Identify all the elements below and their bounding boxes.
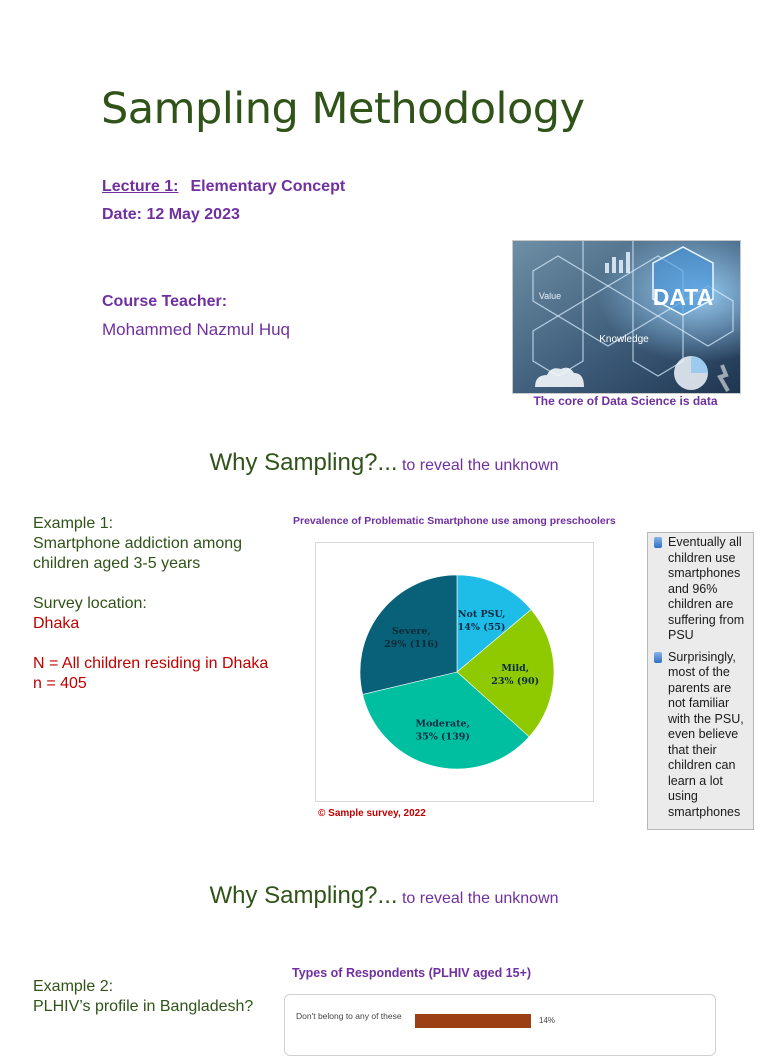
data-science-image [512,240,741,394]
page-title: Sampling Methodology [101,84,585,134]
pie-icon [674,356,708,390]
population-definition: N = All children residing in Dhaka [33,655,269,672]
bar-category-label: Don't belong to any of these [296,1011,402,1021]
section2-heading [0,882,768,910]
pie-label-value: 29% (116) [384,638,439,650]
note-text: Surprisingly, most of the parents are not familiar with the PSU, even believe that their children can learn a lot using smartphones [668,649,744,819]
pie-label-value: 35% (139) [415,731,470,743]
image-word-knowledge: Knowledge [599,334,649,345]
pie-label-name: Not PSU, [457,609,506,621]
section2-heading-sub: to reveal the unknown [401,890,559,907]
example2-desc: PLHIV’s profile in Bangladesh? [33,998,254,1015]
teacher-name: Mohammed Nazmul Huq [102,320,291,339]
lecture-label: Lecture 1: [102,178,179,195]
note-item [654,535,749,644]
pie-label-name: Mild, [501,662,530,674]
data-science-illustration [513,241,740,393]
pie-chart-frame [315,542,594,802]
survey-location-label: Survey location: [33,595,147,612]
image-caption: The core of Data Science is data [533,394,718,408]
section1-heading-main: Why Sampling?... [209,449,398,476]
bar-rect [415,1014,531,1028]
section1-heading-sub: to reveal the unknown [401,457,559,474]
lecture-date: Date: 12 May 2023 [102,206,240,223]
pie-label-value: 23% (90) [491,675,540,687]
pie-chart-source: © Sample survey, 2022 [318,808,426,819]
example1-desc-line1: Smartphone addiction among [33,535,243,552]
pie-chart [316,543,593,801]
section1-heading [0,449,768,477]
example1-desc-line2: children aged 3-5 years [33,555,201,572]
section2-heading-main: Why Sampling?... [209,882,398,909]
pie-label-name: Severe, [391,625,431,637]
bar-value-label: 14% [539,1016,556,1025]
course-teacher-label: Course Teacher: [102,293,228,310]
example2-block [33,977,253,1017]
bar-chart-title: Types of Respondents (PLHIV aged 15+) [292,966,532,980]
example2-label: Example 2: [33,978,114,995]
lecture-topic: Elementary Concept [190,178,346,195]
bullet-icon [654,652,662,663]
bullet-icon [654,537,662,548]
note-item [654,650,749,821]
lecture-line [102,178,345,196]
image-word-data: DATA [652,284,714,310]
example1-label: Example 1: [33,515,114,532]
sample-size: n = 405 [33,675,87,692]
pie-chart-title: Prevalence of Problematic Smartphone use among preschoolers [293,515,616,527]
note-text: Eventually all children use smartphones and 96% children are suffering from PSU [668,535,745,642]
notes-box [647,532,754,830]
survey-location: Dhaka [33,615,80,632]
image-word-value: Value [538,291,562,301]
pie-label-value: 14% (55) [457,622,506,634]
pie-label-name: Moderate, [415,718,470,730]
example1-block [33,514,268,694]
